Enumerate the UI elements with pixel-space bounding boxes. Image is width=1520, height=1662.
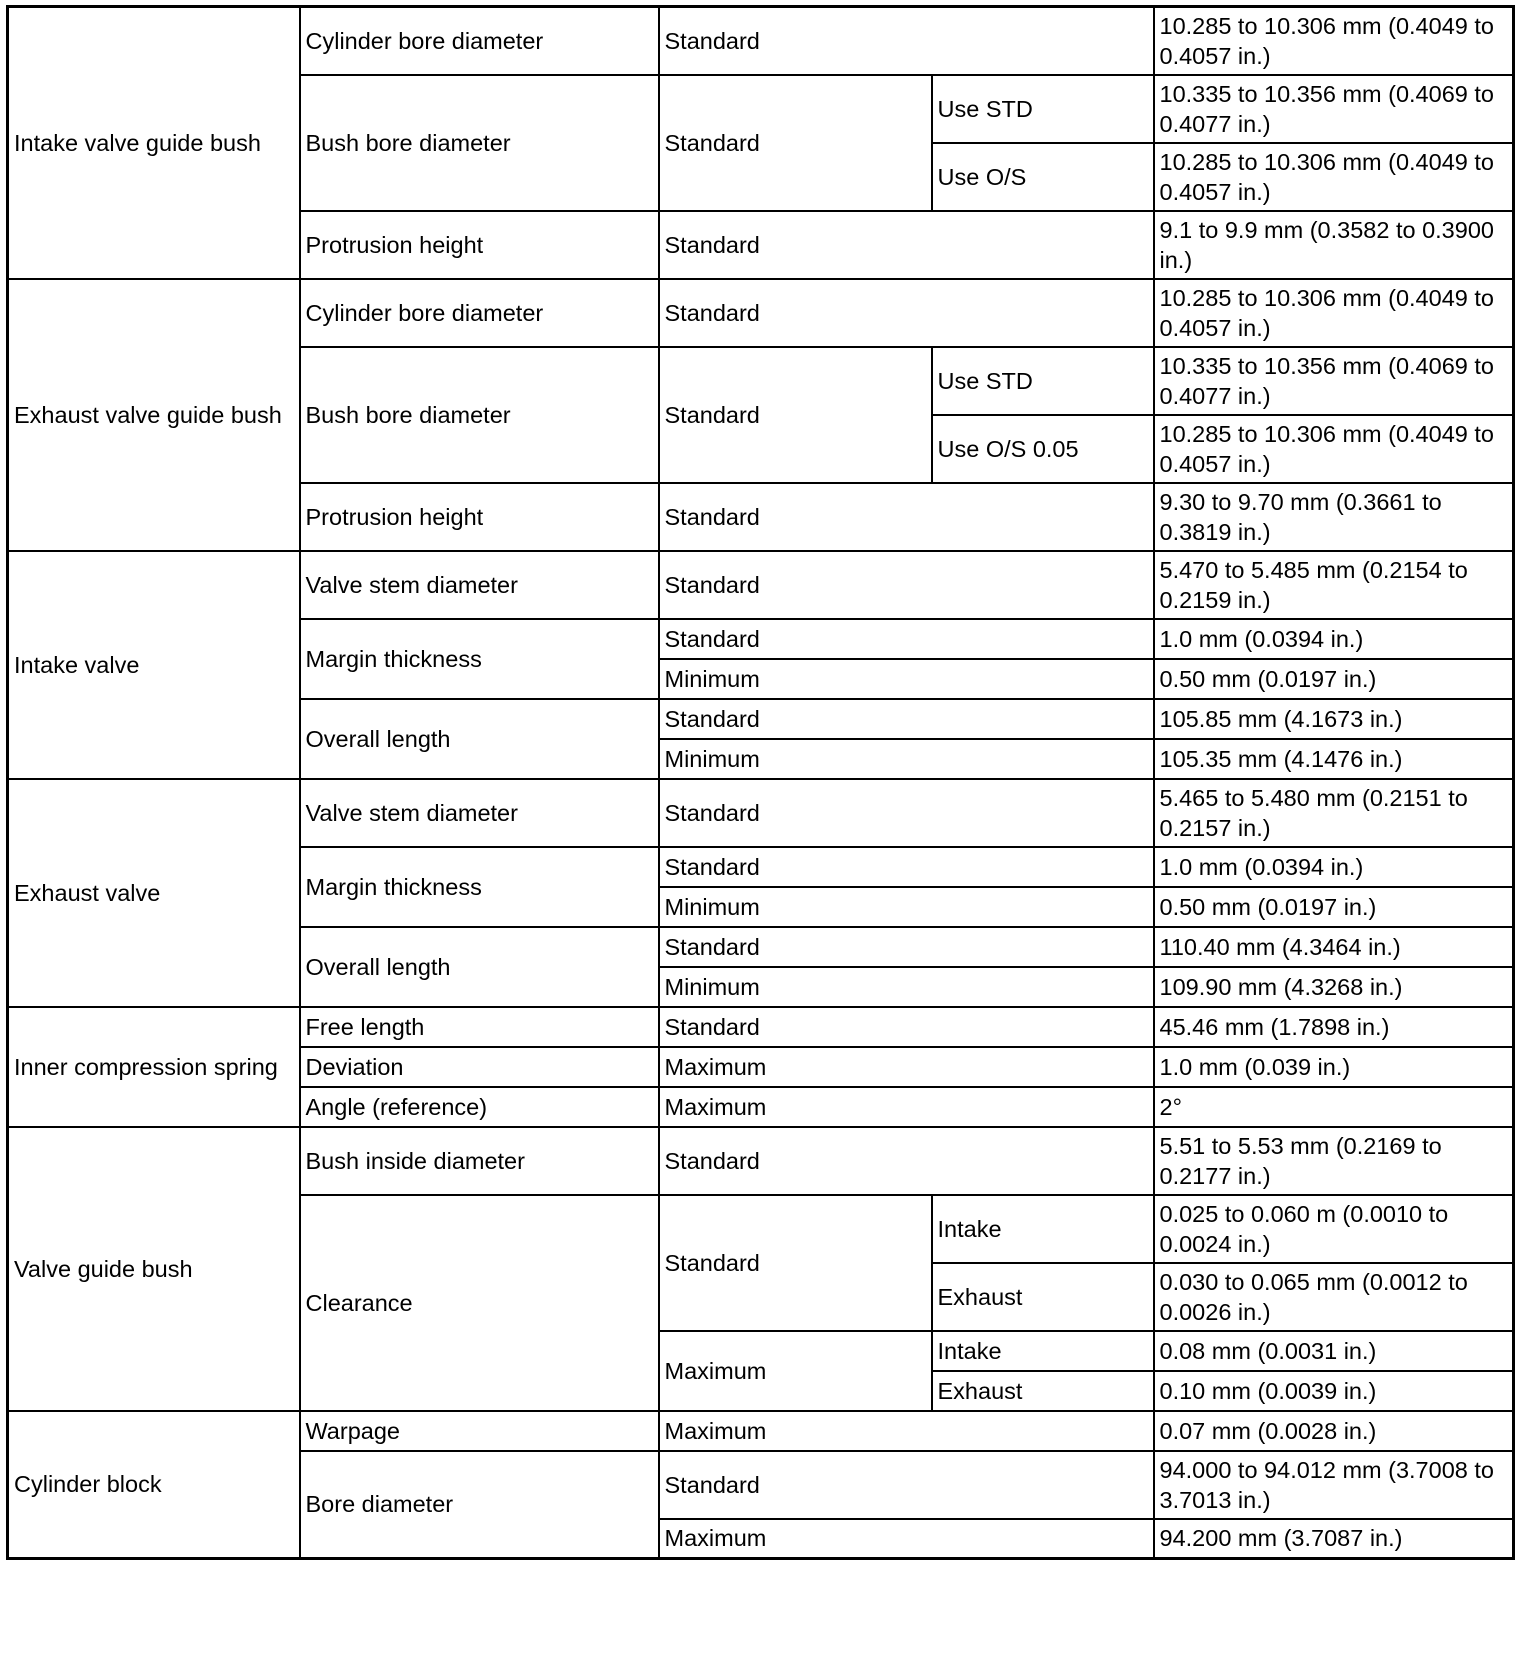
condition-cell: Standard (659, 1007, 1154, 1047)
value-cell: 0.10 mm (0.0039 in.) (1154, 1371, 1514, 1411)
table-row (8, 1411, 1514, 1451)
sub-condition-cell: Use O/S (932, 143, 1154, 211)
condition-cell: Minimum (659, 967, 1154, 1007)
component-cell: Intake valve (8, 551, 300, 779)
component-cell: Inner compression spring (8, 1007, 300, 1127)
component-cell: Exhaust valve (8, 779, 300, 1007)
sub-condition-cell: Intake (932, 1195, 1154, 1263)
value-cell: 5.51 to 5.53 mm (0.2169 to 0.2177 in.) (1154, 1127, 1514, 1195)
value-cell: 10.335 to 10.356 mm (0.4069 to 0.4077 in.) (1154, 347, 1514, 415)
condition-cell: Standard (659, 7, 1154, 75)
value-cell: 0.030 to 0.065 mm (0.0012 to 0.0026 in.) (1154, 1263, 1514, 1331)
item-cell: Margin thickness (300, 619, 659, 699)
value-cell: 10.285 to 10.306 mm (0.4049 to 0.4057 in.) (1154, 415, 1514, 483)
component-cell: Intake valve guide bush (8, 7, 300, 279)
condition-cell: Standard (659, 1127, 1154, 1195)
table-row (8, 1127, 1514, 1195)
item-cell: Margin thickness (300, 847, 659, 927)
item-cell: Valve stem diameter (300, 779, 659, 847)
item-cell: Protrusion height (300, 211, 659, 279)
component-cell: Valve guide bush (8, 1127, 300, 1411)
component-cell: Exhaust valve guide bush (8, 279, 300, 551)
value-cell: 0.50 mm (0.0197 in.) (1154, 887, 1514, 927)
table-row (8, 279, 1514, 347)
condition-cell: Standard (659, 211, 1154, 279)
component-cell: Cylinder block (8, 1411, 300, 1559)
condition-cell: Standard (659, 1195, 932, 1331)
table-row (8, 779, 1514, 847)
value-cell: 10.285 to 10.306 mm (0.4049 to 0.4057 in.) (1154, 7, 1514, 75)
value-cell: 45.46 mm (1.7898 in.) (1154, 1007, 1514, 1047)
item-cell: Valve stem diameter (300, 551, 659, 619)
value-cell: 105.85 mm (4.1673 in.) (1154, 699, 1514, 739)
item-cell: Free length (300, 1007, 659, 1047)
condition-cell: Standard (659, 927, 1154, 967)
value-cell: 0.50 mm (0.0197 in.) (1154, 659, 1514, 699)
item-cell: Cylinder bore diameter (300, 7, 659, 75)
value-cell: 1.0 mm (0.039 in.) (1154, 1047, 1514, 1087)
item-cell: Bush bore diameter (300, 347, 659, 483)
condition-cell: Maximum (659, 1047, 1154, 1087)
value-cell: 110.40 mm (4.3464 in.) (1154, 927, 1514, 967)
sub-condition-cell: Use STD (932, 75, 1154, 143)
item-cell: Cylinder bore diameter (300, 279, 659, 347)
item-cell: Clearance (300, 1195, 659, 1411)
value-cell: 9.30 to 9.70 mm (0.3661 to 0.3819 in.) (1154, 483, 1514, 551)
value-cell: 0.025 to 0.060 m (0.0010 to 0.0024 in.) (1154, 1195, 1514, 1263)
item-cell: Deviation (300, 1047, 659, 1087)
item-cell: Bore diameter (300, 1451, 659, 1559)
table-row (8, 1007, 1514, 1047)
value-cell: 105.35 mm (4.1476 in.) (1154, 739, 1514, 779)
condition-cell: Minimum (659, 887, 1154, 927)
value-cell: 10.285 to 10.306 mm (0.4049 to 0.4057 in.) (1154, 279, 1514, 347)
condition-cell: Maximum (659, 1087, 1154, 1127)
sub-condition-cell: Use STD (932, 347, 1154, 415)
sub-condition-cell: Exhaust (932, 1263, 1154, 1331)
value-cell: 109.90 mm (4.3268 in.) (1154, 967, 1514, 1007)
condition-cell: Standard (659, 347, 932, 483)
sub-condition-cell: Intake (932, 1331, 1154, 1371)
value-cell: 1.0 mm (0.0394 in.) (1154, 847, 1514, 887)
condition-cell: Standard (659, 619, 1154, 659)
condition-cell: Standard (659, 279, 1154, 347)
value-cell: 2° (1154, 1087, 1514, 1127)
item-cell: Protrusion height (300, 483, 659, 551)
condition-cell: Standard (659, 1451, 1154, 1519)
condition-cell: Maximum (659, 1411, 1154, 1451)
value-cell: 94.200 mm (3.7087 in.) (1154, 1519, 1514, 1559)
specification-table (6, 5, 1515, 1560)
condition-cell: Maximum (659, 1331, 932, 1411)
condition-cell: Maximum (659, 1519, 1154, 1559)
item-cell: Angle (reference) (300, 1087, 659, 1127)
value-cell: 5.470 to 5.485 mm (0.2154 to 0.2159 in.) (1154, 551, 1514, 619)
value-cell: 94.000 to 94.012 mm (3.7008 to 3.7013 in.) (1154, 1451, 1514, 1519)
value-cell: 1.0 mm (0.0394 in.) (1154, 619, 1514, 659)
condition-cell: Standard (659, 847, 1154, 887)
item-cell: Overall length (300, 699, 659, 779)
condition-cell: Standard (659, 779, 1154, 847)
item-cell: Overall length (300, 927, 659, 1007)
condition-cell: Standard (659, 483, 1154, 551)
table-row (8, 7, 1514, 75)
sub-condition-cell: Use O/S 0.05 (932, 415, 1154, 483)
value-cell: 5.465 to 5.480 mm (0.2151 to 0.2157 in.) (1154, 779, 1514, 847)
item-cell: Warpage (300, 1411, 659, 1451)
item-cell: Bush bore diameter (300, 75, 659, 211)
sub-condition-cell: Exhaust (932, 1371, 1154, 1411)
condition-cell: Minimum (659, 739, 1154, 779)
value-cell: 0.08 mm (0.0031 in.) (1154, 1331, 1514, 1371)
value-cell: 10.335 to 10.356 mm (0.4069 to 0.4077 in.) (1154, 75, 1514, 143)
condition-cell: Standard (659, 75, 932, 211)
condition-cell: Standard (659, 699, 1154, 739)
value-cell: 10.285 to 10.306 mm (0.4049 to 0.4057 in.) (1154, 143, 1514, 211)
value-cell: 9.1 to 9.9 mm (0.3582 to 0.3900 in.) (1154, 211, 1514, 279)
table-row (8, 551, 1514, 619)
value-cell: 0.07 mm (0.0028 in.) (1154, 1411, 1514, 1451)
condition-cell: Minimum (659, 659, 1154, 699)
item-cell: Bush inside diameter (300, 1127, 659, 1195)
condition-cell: Standard (659, 551, 1154, 619)
